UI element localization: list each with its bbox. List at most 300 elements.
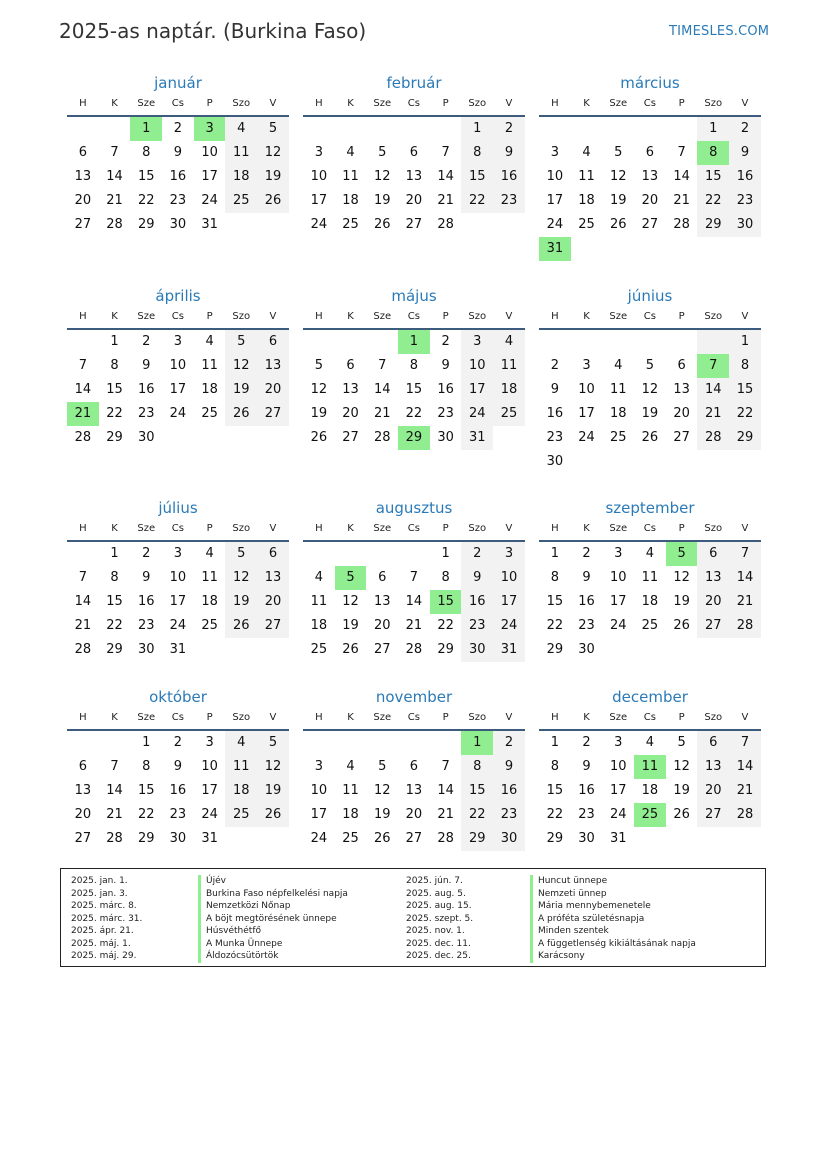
day-cell: 25 [578,217,595,232]
day-cell: 10 [609,570,627,585]
weekday-header [303,709,525,731]
day-cell: 4 [614,358,623,373]
month-1 [67,73,289,237]
day-cell: 4 [225,731,257,755]
day-cell: 30 [137,642,155,657]
day-cell: 14 [405,594,423,609]
weekday-label: V [741,712,749,723]
empty-cell [67,117,99,141]
weekday-header [67,95,289,117]
day-cell: 26 [310,430,328,445]
weekday-label: H [315,98,323,109]
day-cell: 29 [137,831,155,846]
weekday-label: Sze [137,311,156,322]
legend-holiday-name: Nemzeti ünnep [530,888,696,901]
weekday-label: H [79,712,87,723]
day-cell: 10 [493,566,525,590]
day-cell: 31 [201,217,218,232]
weekday-label: H [551,98,559,109]
weekday-label: K [347,311,354,322]
weekday-label: H [79,523,87,534]
day-cell: 15 [106,594,123,609]
day-cell: 13 [641,169,659,184]
weekday-label: K [347,712,354,723]
empty-cell [602,237,634,261]
day-cell: 16 [169,783,187,798]
empty-cell [571,237,603,261]
weekday-label: Sze [137,98,156,109]
day-cell: 9 [461,566,493,590]
day-cell: 12 [257,141,289,165]
weekday-label: Szo [232,712,251,723]
day-cell: 18 [201,594,218,609]
month-name: november [375,688,453,706]
empty-cell [634,638,666,662]
day-cell: 19 [373,193,391,208]
day-cell: 29 [546,831,564,846]
legend-date: 2025. jan. 1. [71,876,128,886]
day-cell: 28 [729,803,761,827]
weekday-label: H [79,98,87,109]
weekday-label: Szo [232,311,251,322]
day-cell: 20 [342,406,359,421]
day-cell: 2 [493,731,525,755]
day-cell: 2 [142,546,151,561]
day-cell: 22 [106,618,123,633]
day-cell: 5 [314,358,323,373]
day-grid [67,117,289,237]
day-cell: 21 [729,779,761,803]
day-cell: 27 [257,614,289,638]
empty-cell [398,117,430,141]
day-cell: 11 [225,755,257,779]
day-cell: 26 [225,614,257,638]
day-cell: 1 [729,330,761,354]
legend-name-column [530,875,696,963]
day-cell: 9 [550,382,559,397]
day-cell: 11 [578,169,595,184]
day-cell: 23 [137,406,155,421]
day-cell: 19 [609,193,627,208]
day-cell: 27 [405,217,423,232]
day-cell: 30 [461,638,493,662]
day-cell: 17 [310,807,328,822]
legend-date-column [71,875,142,963]
day-cell: 24 [609,807,627,822]
legend-date: 2025. márc. 8. [71,901,137,911]
day-cell: 10 [310,783,328,798]
empty-cell [335,542,367,566]
day-cell: 10 [310,169,328,184]
legend-date: 2025. dec. 11. [406,938,471,949]
month-name: július [158,499,198,517]
day-cell: 6 [257,330,289,354]
weekday-header [67,308,289,330]
day-cell: 17 [310,193,328,208]
day-cell: 8 [441,570,450,585]
legend-name-column [198,875,348,963]
day-cell: 24 [609,618,627,633]
day-cell: 25 [225,189,257,213]
weekday-label: K [111,311,118,322]
day-cell: 29 [398,426,430,450]
empty-cell [225,213,257,237]
day-cell: 24 [201,193,218,208]
empty-cell [634,330,666,354]
day-grid [303,117,525,237]
empty-cell [634,117,666,141]
day-cell: 8 [550,759,559,774]
day-cell: 1 [441,546,450,561]
day-cell: 25 [201,618,218,633]
day-cell: 22 [137,193,155,208]
day-cell: 26 [673,807,690,822]
weekday-label: K [111,712,118,723]
day-cell: 14 [74,382,92,397]
day-cell: 26 [257,803,289,827]
month-11 [303,687,525,851]
day-cell: 26 [225,402,257,426]
day-cell: 5 [378,759,387,774]
day-cell: 14 [74,594,92,609]
day-cell: 8 [461,755,493,779]
day-cell: 11 [342,783,359,798]
empty-cell [493,426,525,450]
day-cell: 5 [225,330,257,354]
day-cell: 7 [729,731,761,755]
day-cell: 18 [342,193,359,208]
day-cell: 8 [697,141,729,165]
day-cell: 27 [74,217,92,232]
day-cell: 10 [201,759,218,774]
legend-holiday-name: Burkina Faso népfelkelési napja [198,888,348,901]
empty-cell [366,117,398,141]
weekday-header [303,520,525,542]
day-cell: 3 [173,546,183,561]
empty-cell [602,117,634,141]
day-cell: 12 [673,759,690,774]
day-cell: 7 [110,759,119,774]
day-cell: 8 [729,354,761,378]
weekday-label: P [206,98,213,109]
day-cell: 1 [461,731,493,755]
day-cell: 11 [634,755,666,779]
day-cell: 23 [169,807,187,822]
day-grid [303,330,525,450]
day-cell: 1 [130,117,162,141]
day-cell: 12 [609,169,627,184]
weekday-label: K [347,98,354,109]
empty-cell [461,213,493,237]
weekday-label: H [551,523,559,534]
day-cell: 3 [173,334,183,349]
day-cell: 9 [582,570,591,585]
day-cell: 4 [493,330,525,354]
day-cell: 16 [546,406,564,421]
weekday-header [539,95,761,117]
day-cell: 16 [578,783,595,798]
day-cell: 18 [609,406,627,421]
day-grid [67,542,289,662]
day-cell: 13 [74,783,92,798]
legend-date: 2025. aug. 15. [406,901,472,911]
day-cell: 2 [582,546,591,561]
day-cell: 29 [106,642,123,657]
day-cell: 7 [110,145,119,160]
day-cell: 10 [201,145,218,160]
day-cell: 27 [641,217,659,232]
day-cell: 3 [194,117,226,141]
weekday-label: H [551,311,559,322]
day-cell: 25 [634,803,666,827]
legend-date-column [406,875,473,963]
empty-cell [257,827,289,851]
empty-cell [697,330,729,354]
month-7 [67,498,289,662]
day-cell: 21 [729,590,761,614]
day-cell: 14 [437,783,454,798]
empty-cell [539,117,571,141]
empty-cell [634,450,666,474]
day-cell: 15 [729,378,761,402]
day-cell: 4 [645,735,655,750]
day-cell: 14 [106,783,123,798]
day-cell: 6 [378,570,387,585]
day-cell: 15 [430,590,462,614]
day-cell: 2 [173,735,183,750]
empty-cell [303,542,335,566]
day-cell: 30 [169,831,187,846]
day-cell: 17 [169,382,187,397]
day-cell: 22 [461,803,493,827]
weekday-label: H [315,712,323,723]
day-cell: 7 [78,358,87,373]
day-cell: 19 [673,594,690,609]
weekday-label: Cs [407,311,420,322]
empty-cell [571,450,603,474]
month-name: június [627,287,673,305]
day-cell: 3 [614,546,623,561]
day-cell: 23 [729,189,761,213]
weekday-label: V [741,98,749,109]
weekday-label: P [678,523,685,534]
month-10 [67,687,289,851]
day-cell: 4 [205,334,214,349]
weekday-label: Szo [704,311,723,322]
day-cell: 5 [677,735,686,750]
weekday-label: Szo [704,712,723,723]
day-cell: 9 [142,570,151,585]
month-8 [303,498,525,662]
empty-cell [666,237,698,261]
day-cell: 24 [310,217,328,232]
day-cell: 30 [137,430,155,445]
empty-cell [493,213,525,237]
day-cell: 20 [405,807,423,822]
weekday-label: P [442,523,449,534]
day-cell: 29 [137,217,155,232]
day-cell: 29 [729,426,761,450]
day-cell: 7 [697,354,729,378]
day-cell: 9 [142,358,151,373]
day-cell: 4 [346,145,355,160]
weekday-label: Cs [643,311,656,322]
day-cell: 14 [729,566,761,590]
day-cell: 16 [578,594,595,609]
empty-cell [257,213,289,237]
empty-cell [225,638,257,662]
day-cell: 12 [225,566,257,590]
day-cell: 10 [609,759,627,774]
day-cell: 3 [314,759,323,774]
legend-holiday-name: Huncut ünnepe [530,875,696,888]
day-cell: 26 [342,642,359,657]
empty-cell [602,450,634,474]
day-cell: 22 [405,406,423,421]
day-cell: 16 [461,590,493,614]
day-cell: 6 [257,542,289,566]
day-cell: 3 [314,145,323,160]
day-cell: 27 [373,642,391,657]
day-cell: 31 [539,237,571,261]
day-cell: 19 [310,406,328,421]
weekday-label: K [111,98,118,109]
day-cell: 15 [546,783,564,798]
day-cell: 31 [201,831,218,846]
empty-cell [99,117,131,141]
day-cell: 30 [546,454,564,469]
day-cell: 13 [257,354,289,378]
day-cell: 30 [493,827,525,851]
weekday-label: Cs [171,311,184,322]
weekday-label: V [505,98,513,109]
day-cell: 17 [578,406,595,421]
day-cell: 12 [225,354,257,378]
weekday-label: Cs [407,523,420,534]
day-cell: 30 [169,217,187,232]
empty-cell [697,827,729,851]
day-grid [539,330,761,474]
empty-cell [335,731,367,755]
day-cell: 5 [225,542,257,566]
day-cell: 22 [461,189,493,213]
day-cell: 14 [673,169,690,184]
legend-date: 2025. jún. 7. [406,876,463,886]
day-cell: 12 [373,169,391,184]
weekday-label: Szo [232,523,251,534]
day-cell: 16 [137,382,155,397]
legend-holiday-name: A böjt megtörésének ünnepe [198,913,348,926]
brand-link[interactable]: TIMESLES.COM [669,24,770,39]
weekday-header [539,520,761,542]
weekday-label: Cs [171,98,184,109]
day-cell: 27 [697,614,729,638]
empty-cell [697,237,729,261]
weekday-label: Sze [609,523,628,534]
day-cell: 14 [437,169,454,184]
day-cell: 6 [78,145,87,160]
day-cell: 25 [609,430,627,445]
day-cell: 16 [137,594,155,609]
day-cell: 14 [729,755,761,779]
legend-holiday-name: A függetlenség kikiáltásának napja [530,938,696,951]
day-cell: 10 [169,358,187,373]
day-cell: 3 [493,542,525,566]
day-cell: 29 [437,642,454,657]
day-cell: 21 [373,406,391,421]
day-cell: 13 [373,594,391,609]
weekday-label: Sze [609,712,628,723]
day-cell: 21 [106,193,123,208]
day-cell: 4 [314,570,323,585]
weekday-label: K [347,523,354,534]
day-cell: 9 [493,755,525,779]
day-cell: 8 [142,145,151,160]
legend-holiday-name: Karácsony [530,950,696,963]
legend-holiday-name: Áldozócsütörtök [198,950,348,963]
weekday-label: P [206,311,213,322]
day-cell: 5 [378,145,387,160]
day-cell: 25 [201,406,218,421]
day-cell: 1 [110,546,119,561]
day-cell: 6 [645,145,655,160]
day-cell: 11 [225,141,257,165]
day-cell: 3 [582,358,591,373]
day-cell: 20 [697,590,729,614]
empty-cell [366,731,398,755]
day-cell: 17 [609,783,627,798]
day-cell: 23 [546,430,564,445]
day-cell: 7 [441,145,450,160]
weekday-label: P [442,98,449,109]
month-name: április [155,287,201,305]
day-cell: 24 [169,406,187,421]
day-cell: 20 [257,590,289,614]
day-cell: 7 [729,542,761,566]
weekday-header [67,709,289,731]
day-cell: 3 [205,735,214,750]
day-cell: 18 [641,783,659,798]
day-cell: 1 [550,735,559,750]
weekday-label: Szo [704,523,723,534]
empty-cell [729,827,761,851]
day-cell: 28 [106,217,123,232]
day-cell: 9 [441,358,450,373]
legend-date: 2025. ápr. 21. [71,926,134,936]
day-cell: 29 [461,827,493,851]
empty-cell [366,330,398,354]
empty-cell [430,117,462,141]
weekday-label: Cs [643,523,656,534]
day-cell: 9 [173,759,183,774]
month-2 [303,73,525,237]
weekday-label: Cs [643,712,656,723]
empty-cell [303,330,335,354]
day-cell: 9 [173,145,183,160]
day-cell: 17 [201,783,218,798]
day-cell: 22 [106,406,123,421]
day-cell: 20 [641,193,659,208]
day-cell: 28 [437,831,454,846]
day-cell: 11 [641,570,659,585]
weekday-header [539,308,761,330]
day-cell: 28 [697,426,729,450]
day-cell: 20 [673,406,690,421]
day-cell: 15 [137,783,155,798]
day-cell: 23 [578,807,595,822]
day-cell: 5 [614,145,623,160]
weekday-label: Sze [373,712,392,723]
